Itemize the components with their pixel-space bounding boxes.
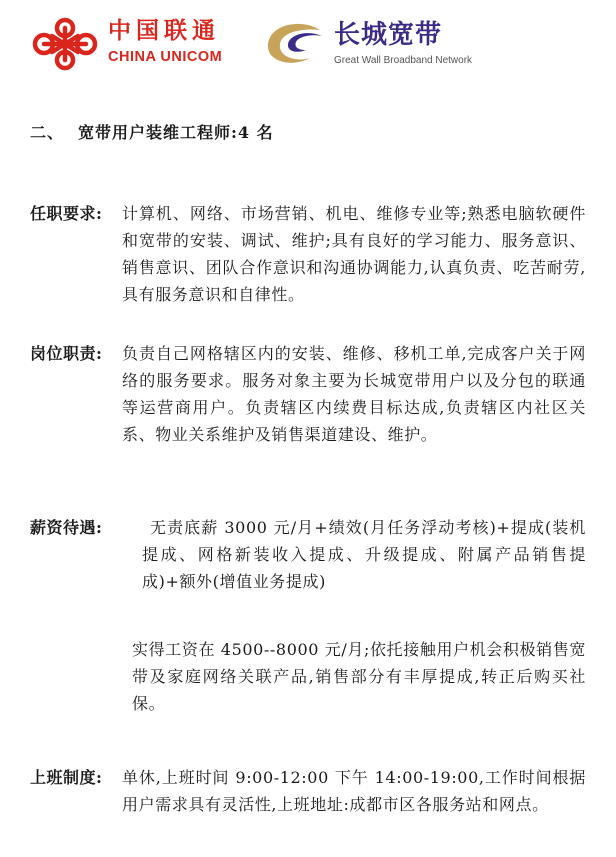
gw-name-cn: 长城宽带 bbox=[334, 20, 443, 50]
gw-name-en: Great Wall Broadband Network bbox=[334, 55, 473, 66]
header bbox=[0, 0, 616, 80]
requirements-block bbox=[30, 200, 586, 310]
duties-text: 负责自己网格辖区内的安装、维修、移机工单,完成客户关于网络的服务要求。服务对象主要为长城宽带用户以及分包的联通等运营商用户。负责辖区内续费目标达成,负责辖区内社区关系、物业关系维护及销售渠道建设、维护。 bbox=[122, 344, 586, 444]
salary-text: 无责底薪 3000 元/月+绩效(月任务浮动考核)+提成(装机提成、网格新装收入提成、升级提成、附属产品销售提成)+额外(增值业务提成) bbox=[142, 518, 586, 591]
work-schedule-label: 上班制度: bbox=[30, 768, 103, 787]
work-schedule-block bbox=[30, 764, 586, 844]
china-unicom-knot-logo bbox=[30, 16, 100, 72]
position-title bbox=[30, 120, 274, 143]
china-unicom-wordmark bbox=[108, 18, 222, 66]
requirements-label: 任职要求: bbox=[30, 204, 103, 223]
section-title-text: 宽带用户装维工程师:4 名 bbox=[78, 123, 274, 142]
unicom-name-en: CHINA UNICOM bbox=[108, 49, 223, 65]
requirements-text: 计算机、网络、市场营销、机电、维修专业等;熟悉电脑软硬件和宽带的安装、调试、维护;具有良好的学习能力、服务意识、销售意识、团队合作意识和沟通协调能力,认真负责、吃苦耐劳,具有服务意识和自律性。 bbox=[122, 204, 586, 304]
salary-block bbox=[30, 514, 586, 594]
salary-label: 薪资待遇: bbox=[30, 518, 103, 537]
great-wall-wordmark bbox=[334, 20, 472, 68]
duties-block bbox=[30, 340, 586, 480]
unicom-name-cn: 中国联通 bbox=[108, 18, 220, 44]
actual-pay-text: 实得工资在 4500--8000 元/月;依托接触用户机会积极销售宽带及家庭网络关联产品,销售部分有丰厚提成,转正后购买社保。 bbox=[132, 640, 586, 713]
duties-label: 岗位职责: bbox=[30, 344, 103, 363]
great-wall-swoosh-logo bbox=[262, 20, 326, 68]
section-number: 二、 bbox=[30, 123, 65, 142]
work-schedule-text: 单休,上班时间 9:00-12:00 下午 14:00-19:00,工作时间根据用户需求具有灵活性,上班地址:成都市区各服务站和网点。 bbox=[122, 768, 586, 814]
